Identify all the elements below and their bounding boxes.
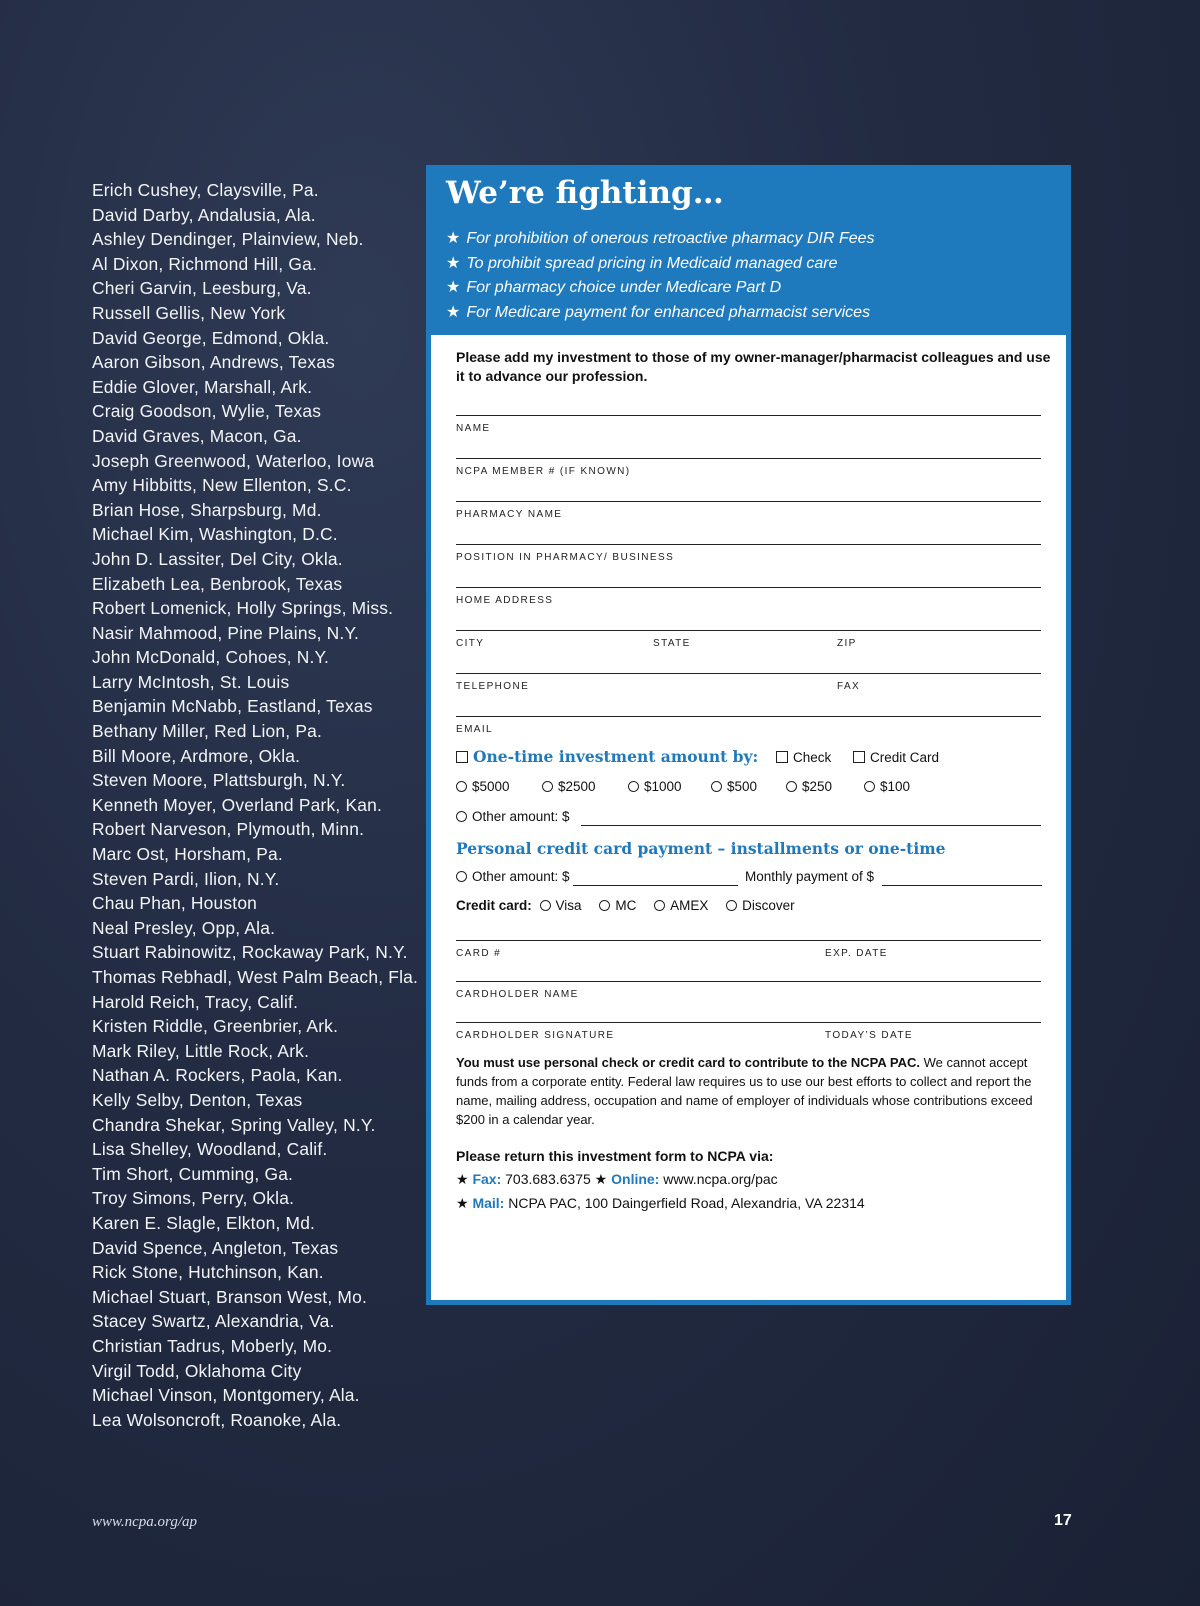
- signature-field[interactable]: [456, 1022, 1041, 1045]
- goal-item: ★ For Medicare payment for enhanced pharmacist services: [446, 304, 871, 322]
- fax-label: FAX: [837, 681, 861, 692]
- credit-card-label: Credit Card: [870, 750, 940, 765]
- member-number-label: NCPA MEMBER # (IF KNOWN): [456, 466, 631, 477]
- donor-name: David George, Edmond, Okla.: [92, 327, 330, 348]
- donor-name: Rick Stone, Hutchinson, Kan.: [92, 1262, 324, 1283]
- donor-name: Craig Goodson, Wylie, Texas: [92, 401, 322, 422]
- donor-name: Al Dixon, Richmond Hill, Ga.: [92, 253, 317, 274]
- donor-name: Marc Ost, Horsham, Pa.: [92, 844, 283, 865]
- todays-date-label: TODAY’S DATE: [825, 1030, 913, 1041]
- donor-name: Eddie Glover, Marshall, Ark.: [92, 376, 313, 397]
- donor-name: Erich Cushey, Claysville, Pa.: [92, 180, 319, 200]
- onetime-row: [456, 747, 939, 766]
- exp-date-label: EXP. DATE: [825, 948, 888, 959]
- telephone-label: TELEPHONE: [456, 681, 530, 692]
- donor-name: Michael Kim, Washington, D.C.: [92, 524, 338, 545]
- radio-icon: [456, 781, 467, 792]
- card-number-label: CARD #: [456, 948, 502, 959]
- donor-name: David Spence, Angleton, Texas: [92, 1237, 339, 1258]
- page-number: 17: [1054, 1512, 1072, 1529]
- zip-label: ZIP: [837, 638, 857, 649]
- donor-name: Steven Pardi, Ilion, N.Y.: [92, 868, 280, 889]
- donor-name: Ashley Dendinger, Plainview, Neb.: [92, 229, 364, 250]
- signature-label: CARDHOLDER SIGNATURE: [456, 1030, 615, 1041]
- donor-name: Joseph Greenwood, Waterloo, Iowa: [92, 450, 375, 471]
- star-icon: ★: [446, 254, 461, 272]
- radio-icon: [456, 871, 467, 882]
- donor-name: Robert Lomenick, Holly Springs, Miss.: [92, 598, 394, 619]
- goals-list: [446, 227, 875, 326]
- radio-icon: [726, 900, 737, 911]
- amount-option[interactable]: $5000: [456, 779, 510, 794]
- goal-item: ★ To prohibit spread pricing in Medicaid managed care: [446, 254, 838, 272]
- state-label: STATE: [653, 638, 691, 649]
- other-amount-line[interactable]: [581, 825, 1041, 826]
- donor-name: Harold Reich, Tracy, Calif.: [92, 991, 299, 1012]
- goal-item: ★ For prohibition of onerous retroactive pharmacy DIR Fees: [446, 230, 875, 247]
- donor-name: Brian Hose, Sharpsburg, Md.: [92, 499, 322, 520]
- monthly-payment-line[interactable]: [882, 885, 1042, 886]
- radio-icon: [864, 781, 875, 792]
- fax-number: 703.683.6375: [505, 1171, 591, 1187]
- return-mail: [456, 1195, 865, 1212]
- city-state-zip-field[interactable]: [456, 630, 1041, 653]
- pharmacy-name-label: PHARMACY NAME: [456, 509, 563, 520]
- home-address-field[interactable]: [456, 587, 1041, 610]
- donor-name: Bethany Miller, Red Lion, Pa.: [92, 721, 323, 742]
- donor-name: Elizabeth Lea, Benbrook, Texas: [92, 573, 343, 594]
- amount-option[interactable]: $1000: [628, 779, 682, 794]
- mail-address: NCPA PAC, 100 Daingerfield Road, Alexandria, VA 22314: [508, 1195, 865, 1211]
- star-icon: ★: [456, 1171, 469, 1187]
- telephone-fax-field[interactable]: [456, 673, 1041, 696]
- email-label: EMAIL: [456, 724, 494, 735]
- onetime-heading: One-time investment amount by:: [473, 747, 759, 766]
- donor-name: Nasir Mahmood, Pine Plains, N.Y.: [92, 622, 360, 643]
- donor-name: Cheri Garvin, Leesburg, Va.: [92, 278, 312, 299]
- credit-card-row: [456, 898, 795, 913]
- visa-option[interactable]: Visa: [540, 898, 582, 913]
- donor-name: Thomas Rebhadl, West Palm Beach, Fla.: [92, 967, 419, 987]
- form-intro: Please add my investment to those of my owner-manager/pharmacist colleagues and use it to advance our profession.: [456, 349, 1051, 384]
- disclaimer-bold: You must use personal check or credit card to contribute to the NCPA PAC.: [456, 1055, 920, 1070]
- discover-option[interactable]: Discover: [726, 898, 795, 913]
- email-field[interactable]: [456, 716, 1041, 739]
- donor-name: Stuart Rabinowitz, Rockaway Park, N.Y.: [92, 942, 408, 963]
- star-icon: ★: [446, 279, 461, 297]
- footer-url[interactable]: www.ncpa.org/ap: [92, 1514, 198, 1530]
- credit-card-checkbox[interactable]: [853, 751, 865, 763]
- donor-name: Christian Tadrus, Moberly, Mo.: [92, 1335, 333, 1356]
- pharmacy-name-field[interactable]: [456, 501, 1041, 524]
- panel-header: [426, 165, 1071, 335]
- member-number-field[interactable]: [456, 458, 1041, 481]
- donor-name: Benjamin McNabb, Eastland, Texas: [92, 696, 373, 717]
- installments-heading: Personal credit card payment – installments or one-time: [456, 839, 946, 858]
- disclaimer: [456, 1053, 1046, 1129]
- donor-name: Nathan A. Rockers, Paola, Kan.: [92, 1065, 343, 1086]
- donor-name: John D. Lassiter, Del City, Okla.: [92, 548, 343, 569]
- donor-name: David Graves, Macon, Ga.: [92, 425, 302, 446]
- donor-name: Russell Gellis, New York: [92, 302, 286, 323]
- donor-name: David Darby, Andalusia, Ala.: [92, 204, 316, 225]
- donor-name: Michael Stuart, Branson West, Mo.: [92, 1286, 367, 1307]
- donor-name: Karen E. Slagle, Elkton, Md.: [92, 1212, 316, 1233]
- credit-card-type-label: Credit card:: [456, 898, 532, 913]
- donor-name: Robert Narveson, Plymouth, Minn.: [92, 819, 365, 840]
- city-label: CITY: [456, 638, 485, 649]
- radio-icon: [628, 781, 639, 792]
- star-icon: ★: [594, 1171, 608, 1187]
- donor-name: Amy Hibbitts, New Ellenton, S.C.: [92, 475, 352, 496]
- mail-label: Mail:: [472, 1195, 505, 1211]
- position-field[interactable]: [456, 544, 1041, 567]
- name-label: NAME: [456, 423, 491, 434]
- donor-name: John McDonald, Cohoes, N.Y.: [92, 647, 330, 668]
- radio-icon: [786, 781, 797, 792]
- mc-option[interactable]: MC: [599, 898, 636, 913]
- cardholder-name-label: CARDHOLDER NAME: [456, 989, 579, 1000]
- donor-name: Bill Moore, Ardmore, Okla.: [92, 745, 301, 766]
- installment-other-option[interactable]: Other amount: $: [456, 869, 570, 884]
- return-heading: Please return this investment form to NCPA via:: [456, 1148, 774, 1164]
- amount-option[interactable]: $500: [711, 779, 757, 794]
- donor-name: Chau Phan, Houston: [92, 893, 258, 914]
- panel-title: We’re fighting…: [446, 175, 724, 211]
- radio-icon: [654, 900, 665, 911]
- radio-icon: [540, 900, 551, 911]
- donor-name: Lea Wolsoncroft, Roanoke, Ala.: [92, 1409, 342, 1430]
- check-checkbox[interactable]: [776, 751, 788, 763]
- donor-name: Virgil Todd, Oklahoma City: [92, 1360, 302, 1381]
- radio-icon: [456, 811, 467, 822]
- amount-option[interactable]: $2500: [542, 779, 596, 794]
- name-field[interactable]: [456, 415, 1041, 438]
- donor-name: Steven Moore, Plattsburgh, N.Y.: [92, 770, 346, 791]
- donor-name: Larry McIntosh, St. Louis: [92, 671, 290, 692]
- monthly-payment-label: Monthly payment of $: [745, 869, 875, 884]
- donor-name: Lisa Shelley, Woodland, Calif.: [92, 1139, 328, 1160]
- donor-name: Kelly Selby, Denton, Texas: [92, 1089, 303, 1110]
- star-icon: ★: [446, 304, 461, 322]
- other-amount-option[interactable]: Other amount: $: [456, 809, 570, 824]
- donor-name: Chandra Shekar, Spring Valley, N.Y.: [92, 1114, 376, 1135]
- radio-icon: [542, 781, 553, 792]
- return-fax-online: [456, 1171, 778, 1188]
- investment-form: [431, 335, 1066, 1300]
- amex-option[interactable]: AMEX: [654, 898, 708, 913]
- cardholder-name-field[interactable]: [456, 981, 1041, 1004]
- donor-name: Mark Riley, Little Rock, Ark.: [92, 1040, 310, 1061]
- amount-option[interactable]: $250: [786, 779, 832, 794]
- online-url[interactable]: www.ncpa.org/pac: [663, 1171, 778, 1187]
- donor-name: Aaron Gibson, Andrews, Texas: [92, 352, 336, 373]
- goal-item: ★ For pharmacy choice under Medicare Part D: [446, 279, 782, 297]
- donor-names-list: [92, 178, 422, 1432]
- radio-icon: [711, 781, 722, 792]
- position-label: POSITION IN PHARMACY/ BUSINESS: [456, 552, 675, 563]
- donor-name: Kristen Riddle, Greenbrier, Ark.: [92, 1016, 339, 1037]
- installment-other-line[interactable]: [573, 885, 738, 886]
- home-address-label: HOME ADDRESS: [456, 595, 554, 606]
- donor-name: Troy Simons, Perry, Okla.: [92, 1188, 295, 1209]
- fax-label: Fax:: [472, 1171, 502, 1187]
- radio-icon: [599, 900, 610, 911]
- star-icon: ★: [456, 1195, 469, 1211]
- card-number-field[interactable]: [456, 940, 1041, 963]
- amount-option[interactable]: $100: [864, 779, 910, 794]
- investment-panel: [426, 165, 1071, 1305]
- onetime-checkbox[interactable]: [456, 751, 468, 763]
- donor-name: Neal Presley, Opp, Ala.: [92, 917, 276, 938]
- disclaimer-text: We cannot accept funds from a corporate entity. Federal law requires us to use our best efforts to collect and report the name, mailing address, occupation and name of employer of individuals whose contributions exceed $200 in a calendar year.: [456, 1055, 1033, 1127]
- star-icon: ★: [446, 230, 461, 247]
- donor-name: Stacey Swartz, Alexandria, Va.: [92, 1311, 335, 1332]
- donor-name: Kenneth Moyer, Overland Park, Kan.: [92, 794, 383, 815]
- check-label: Check: [792, 750, 832, 765]
- online-label: Online:: [611, 1171, 660, 1187]
- donor-name: Tim Short, Cumming, Ga.: [92, 1163, 294, 1184]
- donor-name: Michael Vinson, Montgomery, Ala.: [92, 1385, 360, 1406]
